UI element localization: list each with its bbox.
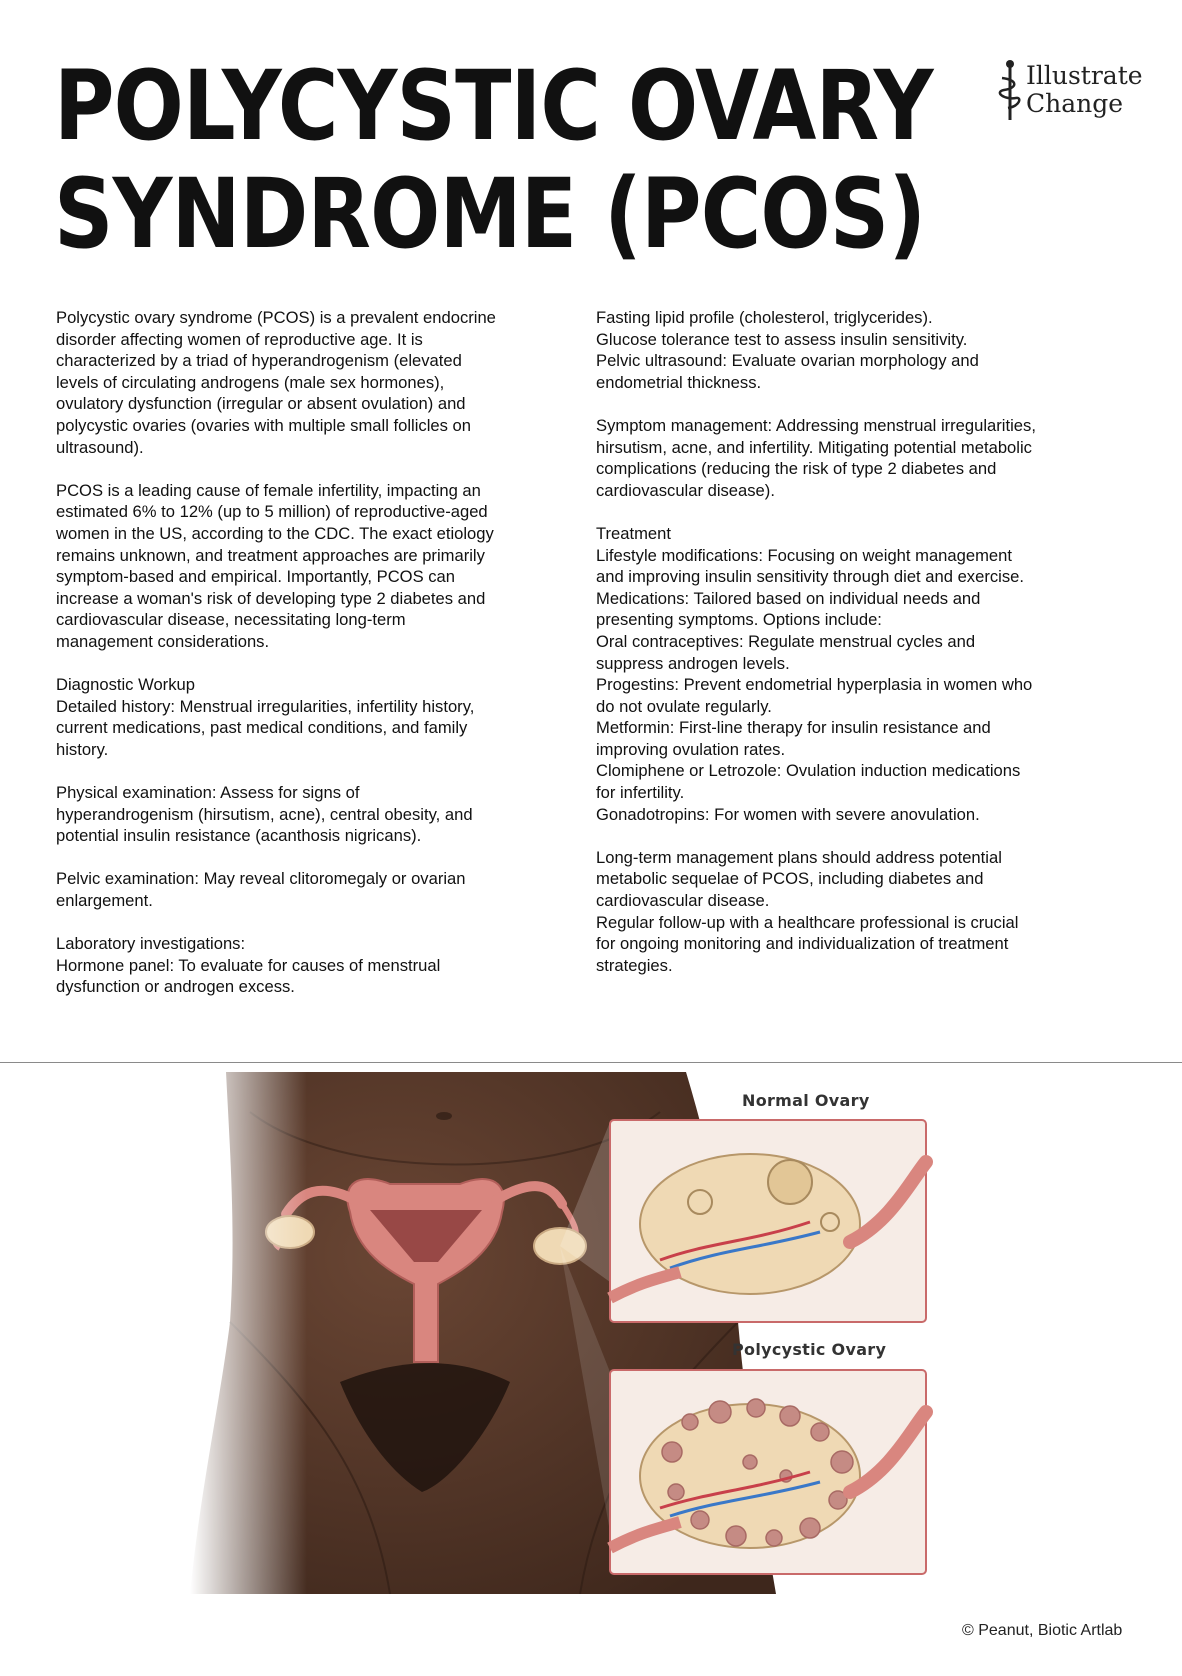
tests-paragraph — [596, 307, 1116, 393]
normal-ovary-label: Normal Ovary — [742, 1091, 870, 1110]
text-line: suppress androgen levels. — [596, 653, 790, 673]
text-line: Hormone panel: To evaluate for causes of menstrual — [56, 955, 441, 975]
treatment-paragraph — [596, 523, 1116, 825]
pcos-anatomy-illustration — [190, 1072, 970, 1594]
text-line: Fasting lipid profile (cholesterol, triglycerides). — [596, 308, 933, 327]
text-line: Detailed history: Menstrual irregularities, infertility history, — [56, 696, 475, 716]
right-text-column — [596, 307, 1116, 998]
section-divider — [0, 1062, 1182, 1063]
text-line: Clomiphene or Letrozole: Ovulation induction medications — [596, 761, 1021, 781]
text-line: cardiovascular disease). — [596, 480, 775, 500]
text-line: remains unknown, and treatment approaches are primarily — [56, 545, 485, 565]
text-line: cardiovascular disease. — [596, 891, 770, 911]
text-line: dysfunction or androgen excess. — [56, 977, 295, 997]
text-line: Regular follow-up with a healthcare professional is crucial — [596, 912, 1019, 932]
text-line: ultrasound). — [56, 437, 144, 457]
symptom-management-paragraph — [596, 415, 1116, 501]
text-line: Metformin: First-line therapy for insulin resistance and — [596, 718, 991, 738]
text-line: for ongoing monitoring and individualization of treatment — [596, 934, 1009, 954]
left-text-column — [56, 307, 546, 1020]
prevalence-paragraph — [56, 480, 546, 653]
title-line-1: POLYCYSTIC OVARY — [54, 50, 933, 162]
text-line: ovulatory dysfunction (irregular or absent ovulation) and — [56, 394, 466, 414]
text-line: Medications: Tailored based on individual needs and — [596, 588, 981, 608]
text-line: Symptom management: Addressing menstrual irregularities, — [596, 415, 1036, 435]
text-line: do not ovulate regularly. — [596, 696, 772, 716]
text-line: Laboratory investigations: — [56, 934, 246, 954]
text-line: Pelvic ultrasound: Evaluate ovarian morphology and — [596, 351, 979, 371]
image-credit: © Peanut, Biotic Artlab — [962, 1622, 1123, 1639]
text-line: improving ovulation rates. — [596, 739, 786, 759]
logo-text-line-1: Illustrate — [1026, 61, 1143, 90]
text-line: Oral contraceptives: Regulate menstrual cycles and — [596, 631, 976, 651]
staff-of-asclepius-icon — [996, 58, 1024, 122]
text-line: Lifestyle modifications: Focusing on weight management — [596, 545, 1012, 565]
text-line: polycystic ovaries (ovaries with multiple small follicles on — [56, 415, 471, 435]
text-line: Glucose tolerance test to assess insulin sensitivity. — [596, 329, 968, 349]
text-line: increase a woman's risk of developing type 2 diabetes and — [56, 588, 486, 608]
text-line: presenting symptoms. Options include: — [596, 610, 882, 630]
text-line: Long-term management plans should address potential — [596, 847, 1002, 867]
intro-paragraph — [56, 307, 546, 458]
text-line: enlargement. — [56, 891, 153, 911]
text-line: disorder affecting women of reproductive age. It is — [56, 329, 423, 349]
text-line: hirsutism, acne, and infertility. Mitigating potential metabolic — [596, 437, 1032, 457]
logo-text-line-2: Change — [1026, 89, 1124, 118]
text-line: and improving insulin sensitivity through diet and exercise. — [596, 567, 1024, 587]
text-line: Gonadotropins: For women with severe anovulation. — [596, 804, 980, 824]
long-term-management-paragraph — [596, 847, 1116, 977]
text-line: Progestins: Prevent endometrial hyperplasia in women who — [596, 675, 1033, 695]
text-line: strategies. — [596, 955, 673, 975]
section-heading: Treatment — [596, 523, 672, 543]
section-heading: Diagnostic Workup — [56, 675, 195, 695]
text-line: history. — [56, 739, 109, 759]
text-line: current medications, past medical conditions, and family — [56, 718, 468, 738]
lab-investigations-paragraph — [56, 933, 546, 998]
text-line: endometrial thickness. — [596, 372, 762, 392]
text-line: complications (reducing the risk of type 2 diabetes and — [596, 459, 997, 479]
text-line: cardiovascular disease, necessitating long-term — [56, 610, 406, 630]
text-line: women in the US, according to the CDC. The exact etiology — [56, 523, 494, 543]
text-line: Polycystic ovary syndrome (PCOS) is a prevalent endocrine — [56, 308, 496, 327]
text-line: hyperandrogenism (hirsutism, acne), central obesity, and — [56, 804, 473, 824]
text-line: management considerations. — [56, 631, 270, 651]
text-line: Pelvic examination: May reveal clitoromegaly or ovarian — [56, 869, 466, 889]
physical-exam-paragraph — [56, 782, 546, 847]
text-line: potential insulin resistance (acanthosis nigricans). — [56, 826, 422, 846]
polycystic-ovary-label: Polycystic Ovary — [732, 1340, 887, 1359]
text-line: estimated 6% to 12% (up to 5 million) of reproductive-aged — [56, 502, 488, 522]
text-line: symptom-based and empirical. Importantly, PCOS can — [56, 567, 456, 587]
diagnostic-workup-paragraph — [56, 674, 546, 760]
text-line: metabolic sequelae of PCOS, including diabetes and — [596, 869, 984, 889]
illustrate-change-logo — [996, 58, 1143, 128]
text-line: characterized by a triad of hyperandrogenism (elevated — [56, 351, 462, 371]
page-title — [54, 50, 933, 270]
text-line: Physical examination: Assess for signs of — [56, 783, 360, 803]
text-line: PCOS is a leading cause of female infertility, impacting an — [56, 480, 481, 500]
pelvic-exam-paragraph — [56, 868, 546, 911]
text-line: for infertility. — [596, 783, 685, 803]
text-line: levels of circulating androgens (male sex hormones), — [56, 372, 445, 392]
title-line-2: SYNDROME (PCOS) — [54, 158, 926, 270]
